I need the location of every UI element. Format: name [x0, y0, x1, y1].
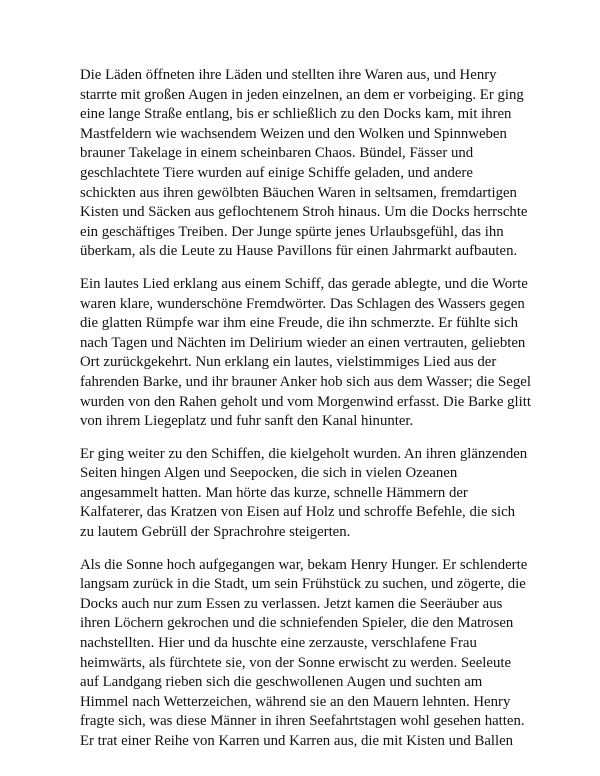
text-line: wurden von den Rahen geholt und vom Morgenwind erfasst. Die Barke glitt — [80, 393, 531, 410]
text-line: angesammelt hatten. Man hörte das kurze, schnelle Hämmern der — [80, 484, 468, 501]
document-page — [80, 66, 531, 765]
text-line: Seiten hingen Algen und Seepocken, die sich in vielen Ozeanen — [80, 465, 458, 482]
text-line: Mastfeldern wie wachsendem Weizen und den Wolken und Spinnweben — [80, 125, 507, 142]
text-line: Docks auch nur zum Essen zu verlassen. Jetzt kamen die Seeräuber aus — [80, 595, 503, 612]
paragraph-4 — [80, 556, 528, 752]
text-line: Die Läden öffneten ihre Läden und stellten ihre Waren aus, und Henry — [80, 67, 497, 83]
text-line: fragte sich, was diese Männer in ihren Seefahrtstagen wohl gesehen hatten. — [80, 713, 525, 730]
text-line: Er trat einer Reihe von Karren und Karren aus, die mit Kisten und Ballen — [80, 733, 514, 749]
text-line: langsam zurück in die Stadt, um sein Frühstück zu suchen, und zögerte, die — [80, 576, 526, 593]
text-line: Kalfaterer, das Kratzen von Eisen auf Holz und schroffe Befehle, die sich — [80, 504, 516, 521]
text-line: Ort zurückgekehrt. Nun erklang ein lautes, vielstimmiges Lied aus der — [80, 354, 497, 371]
text-line: starrte mit großen Augen in jeden einzelnen, an dem er vorbeiging. Er ging — [80, 86, 524, 103]
text-line: auf Landgang rieben sich die geschwollenen Augen und suchten am — [80, 674, 483, 691]
text-line: waren klare, wunderschöne Fremdwörter. Das Schlagen des Wassers gegen — [80, 295, 525, 312]
text-line: zu lautem Gebrüll der Sprachrohre steigerten. — [80, 524, 351, 541]
paragraph-2 — [80, 275, 531, 432]
text-line: ein geschäftiges Treiben. Der Junge spürte jenes Urlaubsgefühl, das ihn — [80, 223, 504, 240]
text-line: Er ging weiter zu den Schiffen, die kielgeholt wurden. An ihren glänzenden — [80, 445, 528, 462]
text-line: überkam, als die Leute zu Hause Pavillons für einen Jahrmarkt aufbauten. — [80, 243, 518, 260]
text-line: geschlachtete Tiere wurden auf einige Schiffe geladen, und andere — [80, 164, 473, 181]
text-line: schickten aus ihren gewölbten Bäuchen Waren in seltsamen, fremdartigen — [80, 184, 517, 201]
text-line: brauner Takelage in einem scheinbaren Chaos. Bündel, Fässer und — [80, 145, 474, 162]
text-line: fahrenden Barke, und ihr brauner Anker hob sich aus dem Wasser; die Segel — [80, 373, 531, 390]
text-line: Himmel nach Wetterzeichen, während sie an den Mauern lehnten. Henry — [80, 693, 511, 710]
text-line: von ihrem Liegeplatz und fuhr sanft den Kanal hinunter. — [80, 413, 414, 430]
text-line: heimwärts, als fürchtete sie, von der Sonne erwischt zu werden. Seeleute — [80, 654, 512, 671]
text-line: nach Tagen und Nächten im Delirium wieder an einen vertrauten, geliebten — [80, 334, 526, 351]
text-line: die glatten Rümpfe war ihm eine Freude, die ihn schmerzte. Er fühlte sich — [80, 315, 519, 332]
paragraph-1 — [80, 66, 528, 262]
text-line: ihren Löchern gekrochen und die schniefenden Spieler, die den Matrosen — [80, 615, 514, 632]
text-line: Als die Sonne hoch aufgegangen war, bekam Henry Hunger. Er schlenderte — [80, 556, 528, 573]
text-line: nachstellten. Hier und da huschte eine zerzauste, verschlafene Frau — [80, 635, 477, 652]
text-line: Ein lautes Lied erklang aus einem Schiff, das gerade ablegte, und die Worte — [80, 275, 528, 292]
paragraph-3 — [80, 445, 528, 543]
text-line: eine lange Straße entlang, bis er schließlich zu den Docks kam, mit ihren — [80, 106, 512, 123]
text-line: Kisten und Säcken aus geflochtenem Stroh hinaus. Um die Docks herrschte — [80, 204, 528, 221]
